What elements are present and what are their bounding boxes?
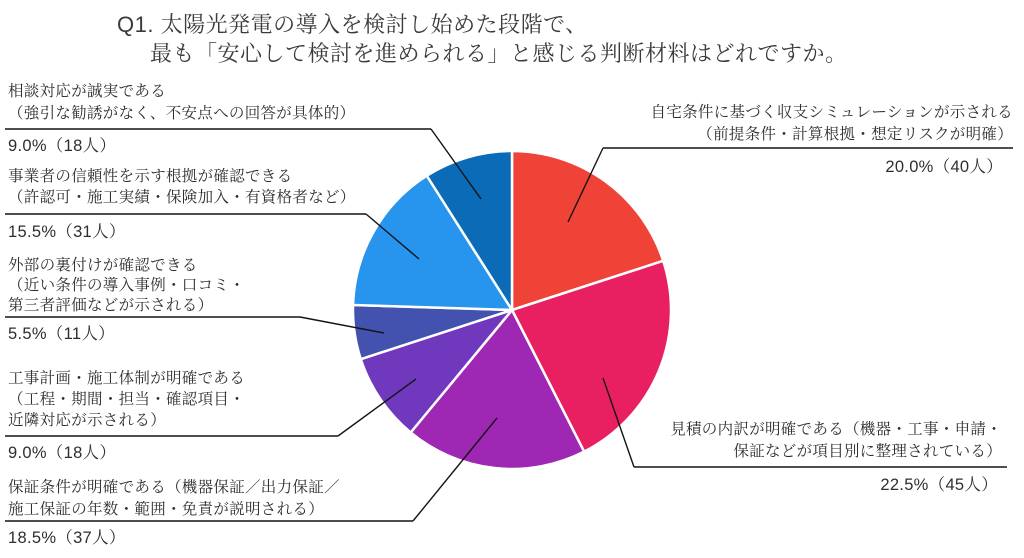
- annotation-credibility: [8, 166, 356, 208]
- annotation-external-value: 5.5%（11人）: [8, 325, 115, 343]
- annotation-construction-line-3: 近隣対応が示される）: [8, 412, 167, 429]
- annotation-consult-value: 9.0%（18人）: [8, 137, 117, 155]
- annotation-construction-line-1: 工事計画・施工体制が明確である: [8, 370, 246, 387]
- annotation-warranty-value: 18.5%（37人）: [8, 529, 126, 547]
- annotation-credibility-line-2: （許認可・施工実績・保険加入・有資格者など）: [8, 189, 356, 206]
- annotation-consult-line-1: 相談対応が誠実である: [8, 83, 167, 100]
- annotation-consult-line-2: （強引な勧誘がなく、不安点への回答が具体的）: [8, 105, 356, 122]
- annotation-construction-line-2: （工程・期間・担当・確認項目・: [8, 391, 246, 408]
- annotation-external-line-1: 外部の裏付けが確認できる: [8, 257, 198, 274]
- annotation-simulation: [651, 102, 1013, 146]
- annotation-construction-value: 9.0%（18人）: [8, 444, 117, 462]
- annotation-warranty-line-1: 保証条件が明確である（機器保証／出力保証／: [8, 479, 340, 496]
- annotation-external: [8, 256, 245, 316]
- annotation-credibility-line-1: 事業者の信頼性を示す根拠が確認できる: [8, 168, 293, 185]
- annotation-quote-value: 22.5%（45人）: [880, 476, 998, 494]
- annotation-quote-line-1: 見積の内訳が明確である（機器・工事・申請・: [670, 421, 1002, 438]
- annotation-external-line-3: 第三者評価などが示される）: [8, 297, 214, 314]
- chart-title-line-2: 最も「安心して検討を進められる」と感じる判断材料はどれですか。: [150, 41, 848, 66]
- pie-slices: [353, 151, 671, 469]
- annotation-consult: [8, 81, 355, 125]
- annotation-simulation-line-1: 自宅条件に基づく収支シミュレーションが示される: [650, 104, 1013, 121]
- annotation-simulation-line-2: （前提条件・計算根拠・想定リスクが明確）: [697, 126, 1013, 143]
- annotation-quote-line-2: 保証などが項目別に整理されている）: [733, 443, 1002, 460]
- annotation-warranty-line-2: 施工保証の年数・範囲・免責が説明される）: [8, 501, 325, 518]
- annotation-construction: [8, 368, 245, 431]
- annotation-credibility-value: 15.5%（31人）: [8, 223, 126, 241]
- annotation-external-line-2: （近い条件の導入事例・口コミ・: [8, 277, 246, 294]
- annotation-warranty: [8, 477, 340, 521]
- chart-title-line-1: Q1. 太陽光発電の導入を検討し始めた段階で、: [117, 12, 588, 37]
- annotation-simulation-value: 20.0%（40人）: [885, 158, 1003, 176]
- annotation-quote: [670, 419, 1002, 463]
